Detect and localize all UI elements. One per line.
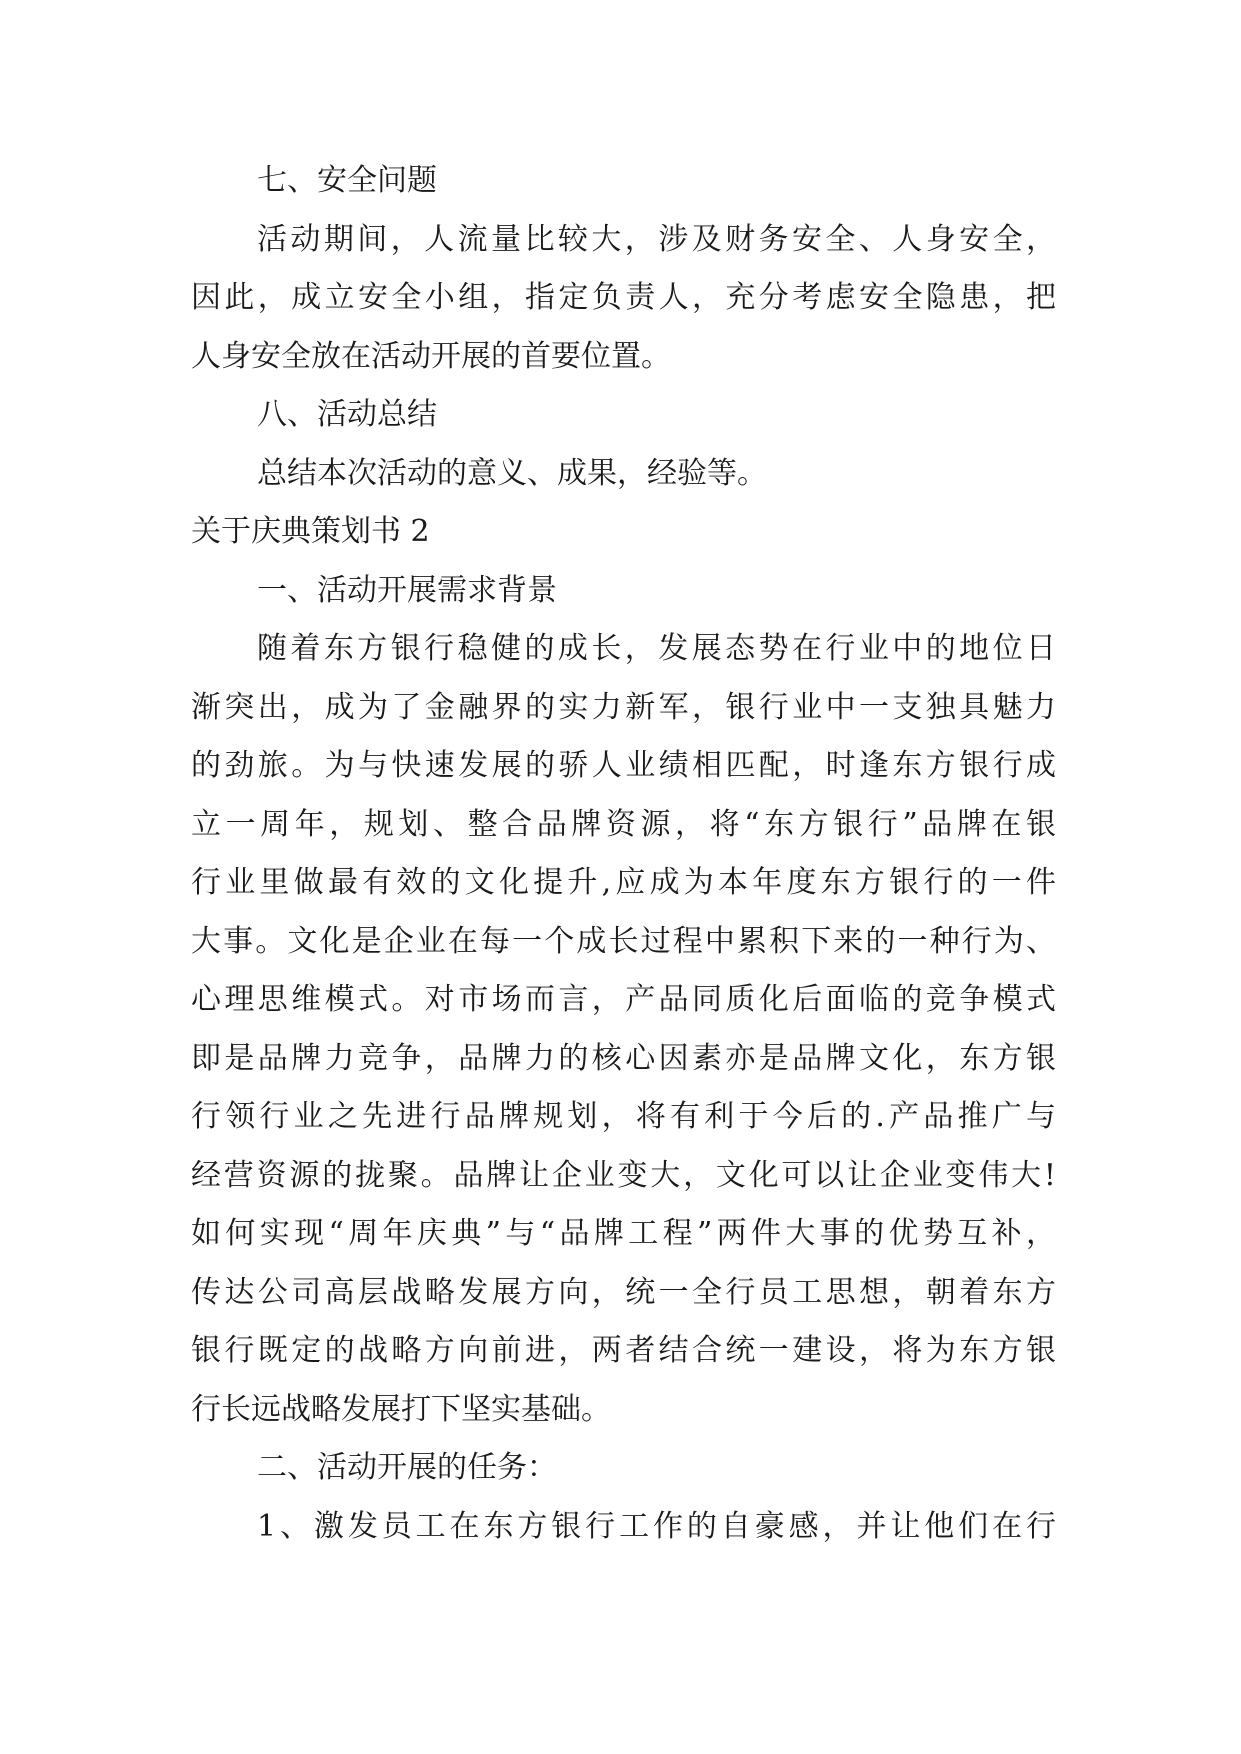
paragraph-line: 活动期间，人流量比较大，涉及财务安全、人身安全， <box>257 221 1056 257</box>
paragraph-line: 总结本次活动的意义、成果，经验等。 <box>257 455 767 491</box>
paragraph-line: 传达公司高层战略发展方向，统一全行员工思想，朝着东方 <box>191 1274 1056 1310</box>
paragraph-line: 即是品牌力竞争，品牌力的核心因素亦是品牌文化，东方银 <box>191 1040 1056 1076</box>
paragraph-line: 立一周年，规划、整合品牌资源，将“东方银行”品牌在银 <box>191 806 1056 842</box>
paragraph-line: 行长远战略发展打下坚实基础。 <box>191 1391 611 1427</box>
paragraph-line: 因此，成立安全小组，指定负责人，充分考虑安全隐患，把 <box>191 280 1056 315</box>
paragraph-line: 大事。文化是企业在每一个成长过程中累积下来的一种行为、 <box>191 923 1056 959</box>
paragraph-line: 银行既定的战略方向前进，两者结合统一建设，将为东方银 <box>191 1333 1056 1368</box>
paragraph-line: 的劲旅。为与快速发展的骄人业绩相匹配，时逢东方银行成 <box>191 748 1056 783</box>
paragraph-line: 心理思维模式。对市场而言，产品同质化后面临的竞争模式 <box>191 982 1056 1017</box>
paragraph-line: 渐突出，成为了金融界的实力新军，银行业中一支独具魅力 <box>191 689 1056 725</box>
paragraph-line: 如何实现“周年庆典”与“品牌工程”两件大事的优势互补， <box>191 1216 1056 1251</box>
paragraph-line: 随着东方银行稳健的成长，发展态势在行业中的地位日 <box>257 631 1056 666</box>
section-heading-summary: 八、活动总结 <box>257 397 437 432</box>
paragraph-line: 行领行业之先进行品牌规划，将有利于今后的.产品推广与 <box>191 1099 1056 1134</box>
paragraph-line: 1、激发员工在东方银行工作的自豪感，并让他们在行 <box>257 1508 1056 1544</box>
document-body <box>191 152 1056 1556</box>
paragraph-line: 人身安全放在活动开展的首要位置。 <box>191 338 671 374</box>
paragraph-line: 经营资源的拢聚。品牌让企业变大，文化可以让企业变伟大! <box>191 1157 1056 1193</box>
document-title: 关于庆典策划书 2 <box>191 514 430 549</box>
section-heading-safety: 七、安全问题 <box>257 163 437 198</box>
section-heading-background: 一、活动开展需求背景 <box>257 572 557 608</box>
paragraph-line: 行业里做最有效的文化提升,应成为本年度东方银行的一件 <box>191 865 1056 900</box>
section-heading-tasks: 二、活动开展的任务： <box>257 1450 557 1485</box>
